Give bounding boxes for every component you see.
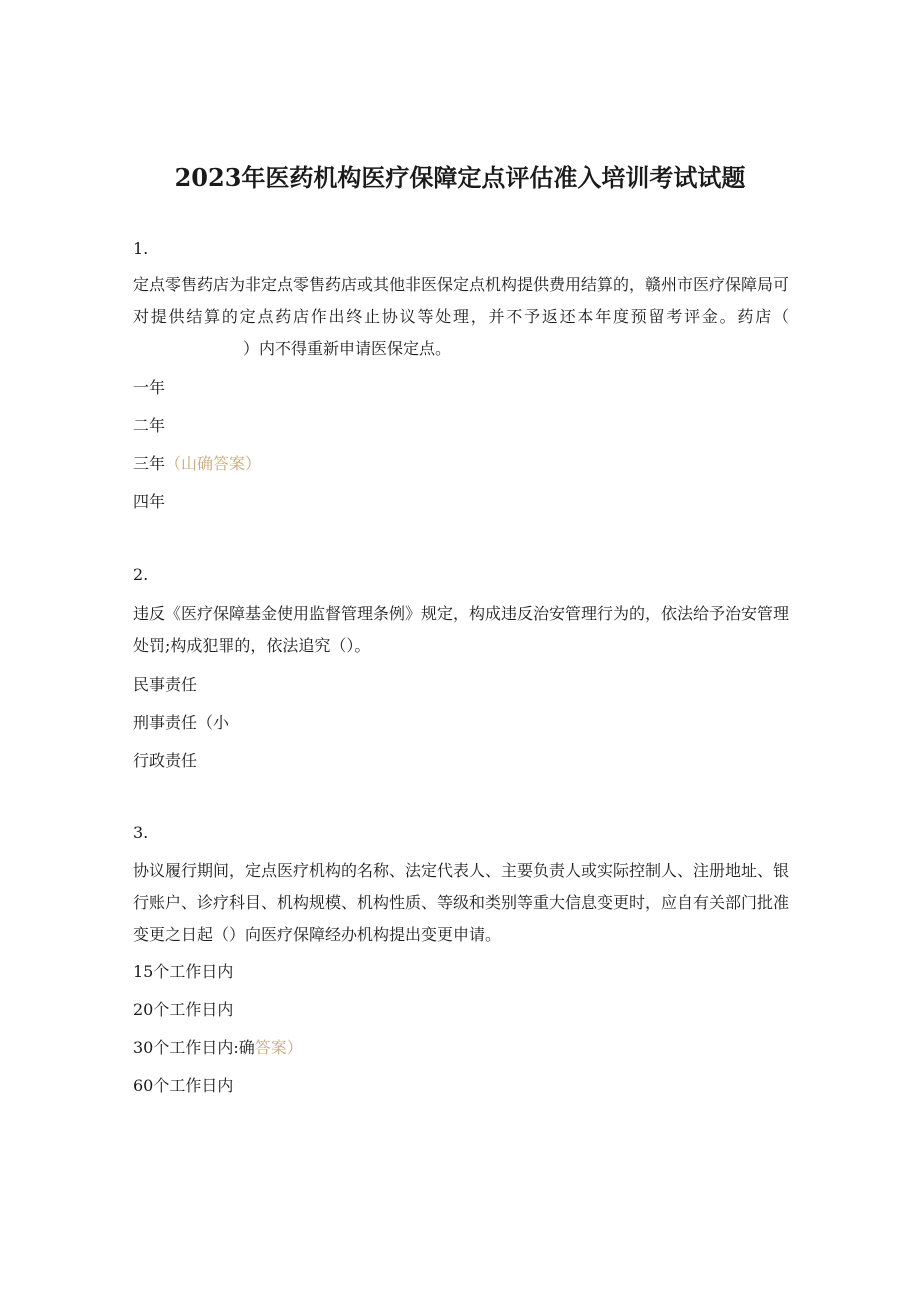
question-1-stem [133,269,789,365]
answer-mark: 答案） [254,1038,303,1057]
question-1-option-b [133,414,165,438]
question-1-option-d [133,490,165,514]
page-title: 2023年医药机构医疗保障定点评估准入培训考试试题 [174,163,746,192]
option-text: 民事责任 [133,675,198,694]
question-3-option-b [133,998,233,1022]
question-3-option-a [133,960,233,984]
question-2-option-b [133,711,229,735]
question-3-option-d [133,1074,233,1098]
option-text: 20个工作日内 [133,1000,234,1019]
option-text: 15个工作日内 [133,962,234,981]
question-2-option-a [133,673,197,697]
option-text: 三年 [133,454,166,473]
option-text: 刑事责任（小 [133,713,230,732]
question-3-number: 3. [133,823,149,842]
answer-mark: （山确答案） [165,454,262,473]
option-text: 30个工作日内:确 [133,1038,255,1057]
question-2-number: 2. [133,565,149,584]
question-3-stem: 协议履行期间，定点医疗机构的名称、法定代表人、主要负责人或实际控制人、注册地址、银行账户、诊疗科目、机构规模、机构性质、等级和类别等重大信息变更时，应自有关部门批准变更之日起（）向医疗保障经办机构提出变更申请。 [133,861,790,944]
question-2-stem: 违反《医疗保障基金使用监督管理条例》规定，构成违反治安管理行为的，依法给予治安管理处罚;构成犯罪的，依法追究（）。 [133,604,790,655]
question-1-stem-after: ）内不得重新申请医保定点。 [243,339,452,358]
option-text: 四年 [133,492,166,511]
option-text: 一年 [133,378,166,397]
option-text: 行政责任 [133,751,198,770]
question-3-option-c [133,1036,303,1060]
question-1-stem-before: 定点零售药店为非定点零售药店或其他非医保定点机构提供费用结算的，赣州市医疗保障局可对提供结算的定点药店作出终止协议等处理，并不予返还本年度预留考评金。药店（ [133,275,790,326]
question-1-option-c [133,452,261,476]
question-2-option-c [133,749,197,773]
question-1-option-a [133,376,165,400]
option-text: 二年 [133,416,166,435]
option-text: 60个工作日内 [133,1076,234,1095]
question-1-number: 1. [133,239,149,258]
